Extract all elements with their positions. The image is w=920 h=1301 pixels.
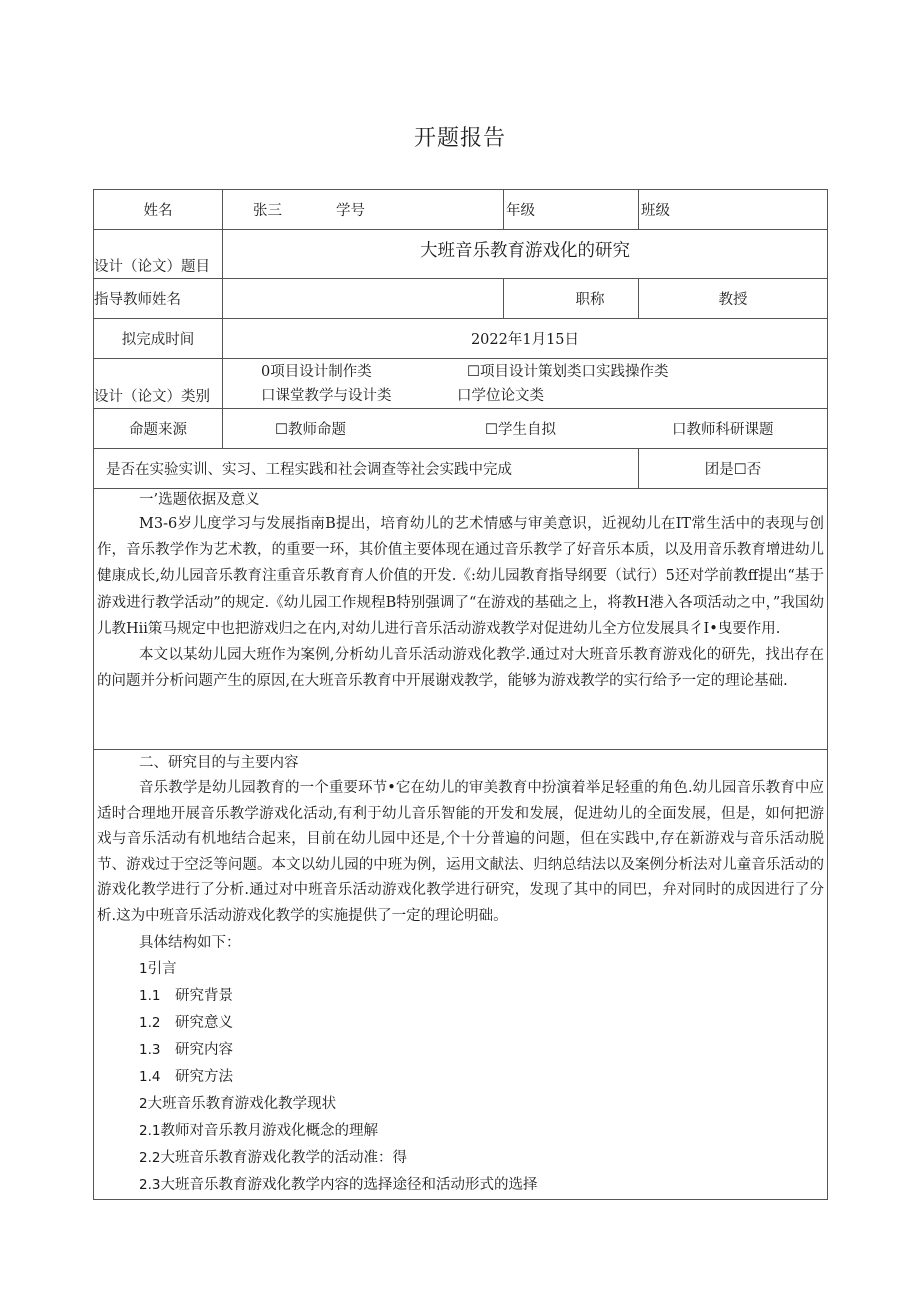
category-line-1 (261, 360, 825, 384)
outline-item (139, 1145, 824, 1172)
outline-num: 1.4 (139, 1068, 161, 1085)
outline-num: 1 (139, 960, 148, 977)
section-1-paragraph-2: 本文以某幼儿园大班作为案例,分析幼儿音乐活动游戏化教学.通过对大班音乐教育游戏化的研先，找出存在的问题并分析问题产生的原因,在大班音乐教育中开展谢戏教学，能够为游戏教学的实行给予一定的理论基础. (97, 647, 824, 690)
outline-text: 大班音乐教育游戏化教学现状 (147, 1095, 337, 1112)
option-classroom-teaching[interactable]: 口课堂教学与设计类 (261, 387, 392, 404)
row-advisor (94, 279, 828, 319)
proposal-form-table (93, 189, 828, 1200)
category-line-2 (261, 384, 825, 408)
outline-text: 教师对音乐教月游戏化概念的理解 (160, 1122, 378, 1139)
deadline-label: 拟完成时间 (94, 319, 223, 359)
deadline-value[interactable]: 2022年1月15日 (223, 319, 828, 359)
section-1-heading: 一’选题依据及意义 (139, 492, 260, 508)
row-deadline (94, 319, 828, 359)
outline-item (139, 1118, 824, 1145)
outline-text: 研究背景 (175, 987, 233, 1004)
row-name (94, 190, 828, 230)
option-teacher-assigned[interactable]: ☐教师命题 (275, 422, 346, 438)
source-options (223, 409, 828, 449)
advisor-label: 指导教师姓名 (94, 279, 223, 319)
category-options (223, 359, 828, 409)
option-project-planning-practice[interactable]: ☐项目设计策划类口实践操作类 (467, 363, 669, 380)
name-label: 姓名 (94, 190, 223, 230)
section-2-cell (94, 750, 828, 1200)
topic-value[interactable]: 大班音乐教育游戏化的研究 (223, 230, 828, 279)
option-degree-thesis[interactable]: 口学位论文类 (457, 387, 544, 404)
section-2-heading: 二、研究目的与主要内容 (139, 755, 299, 771)
row-topic (94, 230, 828, 279)
source-label: 命题来源 (94, 409, 223, 449)
outline-item (139, 1010, 824, 1037)
option-teacher-research[interactable]: 口教师科研课题 (672, 422, 774, 438)
outline-list (97, 956, 824, 1199)
outline-text: 大班音乐教育游戏化教学的活动准：得 (160, 1149, 407, 1166)
outline-num: 2.1 (139, 1122, 161, 1139)
student-id-label: 学号 (336, 203, 365, 219)
name-cell[interactable] (223, 190, 504, 230)
name-value: 张三 (253, 203, 282, 219)
document-title: 开题报告 (413, 126, 506, 151)
row-source (94, 409, 828, 449)
section-1-cell (94, 489, 828, 750)
section-research-goals (94, 750, 828, 1200)
outline-num: 1.1 (139, 987, 161, 1004)
outline-num: 1.2 (139, 1014, 161, 1031)
option-project-design[interactable]: 0项目设计制作类 (261, 363, 372, 380)
grade-label[interactable]: 年级 (504, 190, 639, 230)
outline-text: 引言 (147, 960, 177, 977)
topic-label: 设计（论文）题目 (94, 230, 223, 279)
section-1-paragraph-1: M3-6岁儿度学习与发展指南B提出，培育幼儿的艺术情感与审美意识，近视幼儿在IT常生活中的表现与创作，音乐教学作为艺术教，的重要一环，其价值主要体现在通过音乐教学了好音乐本质，以及用音乐教育增进幼儿健康成长,幼儿园音乐教育注重音乐教育育人价值的开发.《:幼儿园教育指导纲要（试行）5还对学前教ff提出“基于游戏进行教学活动”的规定.《幼儿园工作规程B特别强调了“在游戏的基础之上，将教H港入各项活动之中，”我国幼儿教Hii策马规定中也把游戏归之在内,对幼儿进行音乐活动游戏教学对促进幼儿全方位发展具彳I•曳要作用. (97, 516, 824, 637)
outline-item (139, 1064, 824, 1091)
outline-text: 研究意义 (175, 1014, 233, 1031)
outline-item (139, 1091, 824, 1118)
outline-num: 2.2 (139, 1149, 161, 1166)
option-student-proposed[interactable]: ☐学生自拟 (485, 422, 556, 438)
outline-item (139, 983, 824, 1010)
outline-text: 研究内容 (175, 1041, 233, 1058)
outline-num: 2.3 (139, 1176, 161, 1193)
title-label: 职称 (504, 279, 639, 319)
section-topic-basis (94, 489, 828, 750)
outline-item (139, 956, 824, 983)
title-value[interactable]: 教授 (639, 279, 828, 319)
category-label: 设计（论文）类别 (94, 359, 223, 409)
row-practice (94, 449, 828, 489)
outline-item (139, 1172, 824, 1199)
outline-item (139, 1037, 824, 1064)
advisor-value[interactable] (223, 279, 504, 319)
outline-text: 大班音乐教育游戏化教学内容的选择途径和活动形式的选择 (160, 1176, 538, 1193)
outline-text: 研究方法 (175, 1068, 233, 1085)
outline-num: 1.3 (139, 1041, 161, 1058)
class-label[interactable]: 班级 (639, 190, 828, 230)
row-category (94, 359, 828, 409)
outline-num: 2 (139, 1095, 148, 1112)
section-2-paragraph-2: 具体结构如下： (139, 934, 241, 951)
practice-value[interactable]: 团是☐否 (639, 449, 828, 489)
section-2-paragraph-1: 音乐教学是幼儿园教育的一个重要环节•它在幼儿的审美教育中扮演着举足轻重的角色.幼儿园音乐教育中应适时合理地开展音乐教学游戏化活动,有利于幼儿音乐智能的开发和发展，促进幼儿的全面发展，但是，如何把游戏与音乐活动有机地结合起来，目前在幼儿园中还是,个十分普遍的问题，但在实践中,存在新游戏与音乐活动脱节、游戏过于空泛等问题。本文以幼儿园的中班为例，运用文献法、归纳总结法以及案例分析法对儿童音乐活动的游戏化教学进行了分析.通过对中班音乐活动游戏化教学进行研究，发现了其中的同巴，弁对同时的成因进行了分析.这为中班音乐活动游戏化教学的实施提供了一定的理论明础。 (97, 780, 824, 924)
practice-label: 是否在实验实训、实习、工程实践和社会调查等社会实践中完成 (94, 449, 639, 489)
